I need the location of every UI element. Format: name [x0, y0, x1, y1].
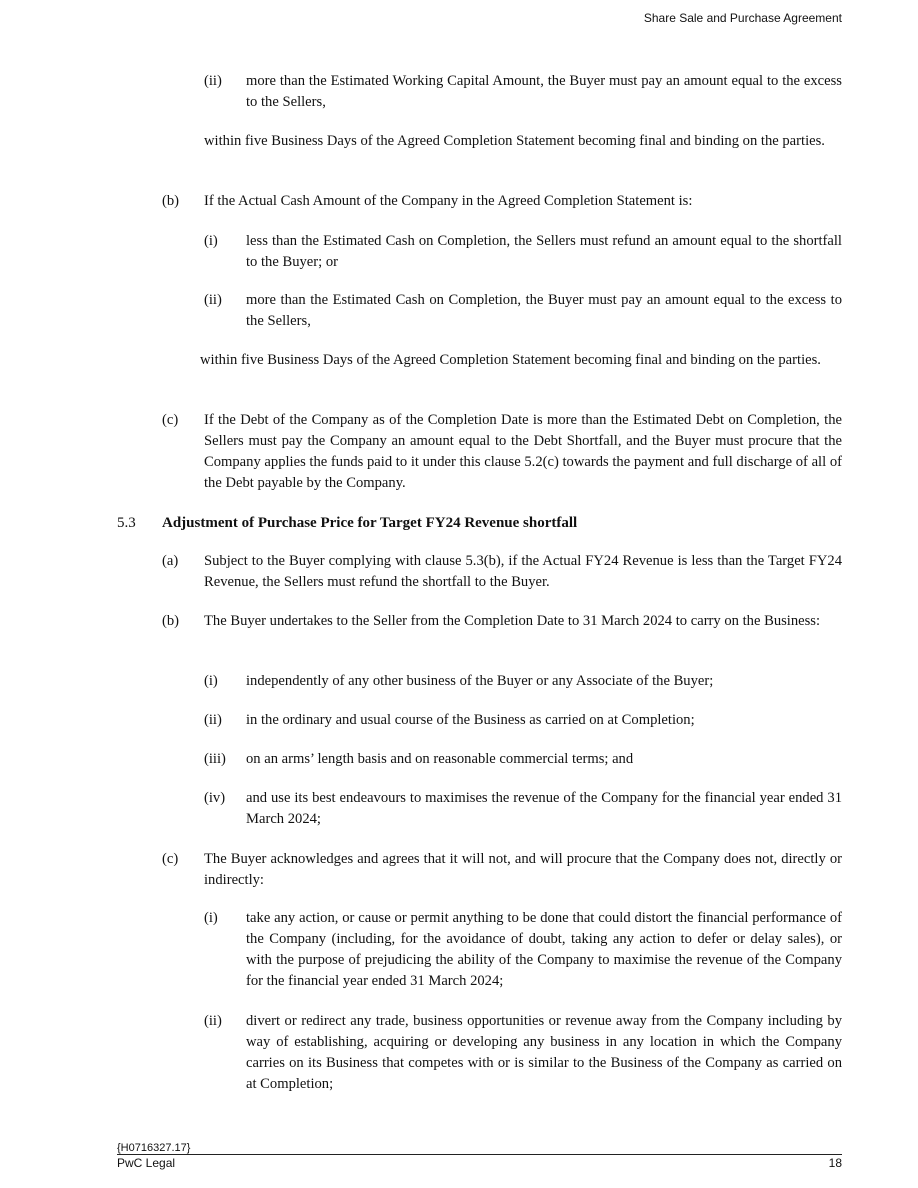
s53-b-iii-label: (iii): [204, 751, 226, 767]
s53-c-ii-text: divert or redirect any trade, business opportunities or revenue away from the Company including by way of establishing, acquiring or developing any business in any location in which the Company carries on its Business that competes with or is similar to the Business of the Company as carried on at Completion;: [246, 1013, 842, 1092]
s53-b-iv-label: (iv): [204, 790, 226, 806]
s53-b-i-label: (i): [204, 673, 218, 689]
clause-a-tail-text: within five Business Days of the Agreed Completion Statement becoming final and binding on the parties.: [204, 133, 825, 149]
s53-b-ii-text: in the ordinary and usual course of the Business as carried on at Completion;: [246, 712, 695, 728]
s53-c-i-label: (i): [204, 910, 218, 926]
clause-a-ii-text: more than the Estimated Working Capital Amount, the Buyer must pay an amount equal to the excess to the Sellers,: [246, 73, 842, 110]
s53-b-text: The Buyer undertakes to the Seller from the Completion Date to 31 March 2024 to carry on the Business:: [204, 613, 821, 629]
s53-b-i-text: independently of any other business of the Buyer or any Associate of the Buyer;: [246, 673, 714, 689]
s53-b-iii-text: on an arms’ length basis and on reasonable commercial terms; and: [246, 751, 634, 767]
s53-c-i-text: take any action, or cause or permit anything to be done that could distort the financial performance of the Company (including, for the avoidance of doubt, taking any action to defer or delay sales), or with the purpose of prejudicing the ability of the Company to maximise the revenue of the Company for the financial year ended 31 March 2024;: [246, 910, 842, 989]
s53-c-ii-label: (ii): [204, 1013, 222, 1029]
clause-b-ii-label: (ii): [204, 292, 222, 308]
clause-b-tail-text: within five Business Days of the Agreed Completion Statement becoming final and binding on the parties.: [200, 352, 821, 368]
s53-a-text: Subject to the Buyer complying with clause 5.3(b), if the Actual FY24 Revenue is less than the Target FY24 Revenue, the Sellers must refund the shortfall to the Buyer.: [204, 553, 842, 590]
section-number: 5.3: [117, 515, 136, 531]
s53-a-label: (a): [162, 553, 179, 569]
clause-c-text: If the Debt of the Company as of the Completion Date is more than the Estimated Debt on Completion, the Sellers must pay the Company an amount equal to the Debt Shortfall, and the Buyer must procure that the Company applies the funds paid to it under this clause 5.2(c) towards the payment and full discharge of all of the Debt payable by the Company.: [204, 412, 842, 491]
page-number: 18: [828, 1156, 842, 1170]
clause-b-ii-text: more than the Estimated Cash on Completion, the Buyer must pay an amount equal to the excess to the Sellers,: [246, 292, 842, 329]
clause-a-ii-label: (ii): [204, 73, 222, 89]
running-header: Share Sale and Purchase Agreement: [643, 11, 842, 25]
clause-b-i-text: less than the Estimated Cash on Completion, the Sellers must refund an amount equal to the shortfall to the Buyer; or: [246, 233, 842, 270]
s53-c-text: The Buyer acknowledges and agrees that it will not, and will procure that the Company does not, directly or indirectly:: [204, 851, 842, 888]
footer-divider: [117, 1154, 842, 1155]
s53-c-label: (c): [162, 851, 179, 867]
section-heading: Adjustment of Purchase Price for Target FY24 Revenue shortfall: [162, 515, 578, 531]
clause-b-text: If the Actual Cash Amount of the Company in the Agreed Completion Statement is:: [204, 193, 693, 209]
document-code: {H0716327.17}: [117, 1142, 191, 1154]
s53-b-iv-text: and use its best endeavours to maximises the revenue of the Company for the financial year ended 31 March 2024;: [246, 790, 842, 827]
footer-organisation: PwC Legal: [117, 1156, 176, 1170]
s53-b-label: (b): [162, 613, 180, 629]
clause-b-i-label: (i): [204, 233, 218, 249]
s53-b-ii-label: (ii): [204, 712, 222, 728]
clause-b-label: (b): [162, 193, 180, 209]
clause-c-label: (c): [162, 412, 179, 428]
